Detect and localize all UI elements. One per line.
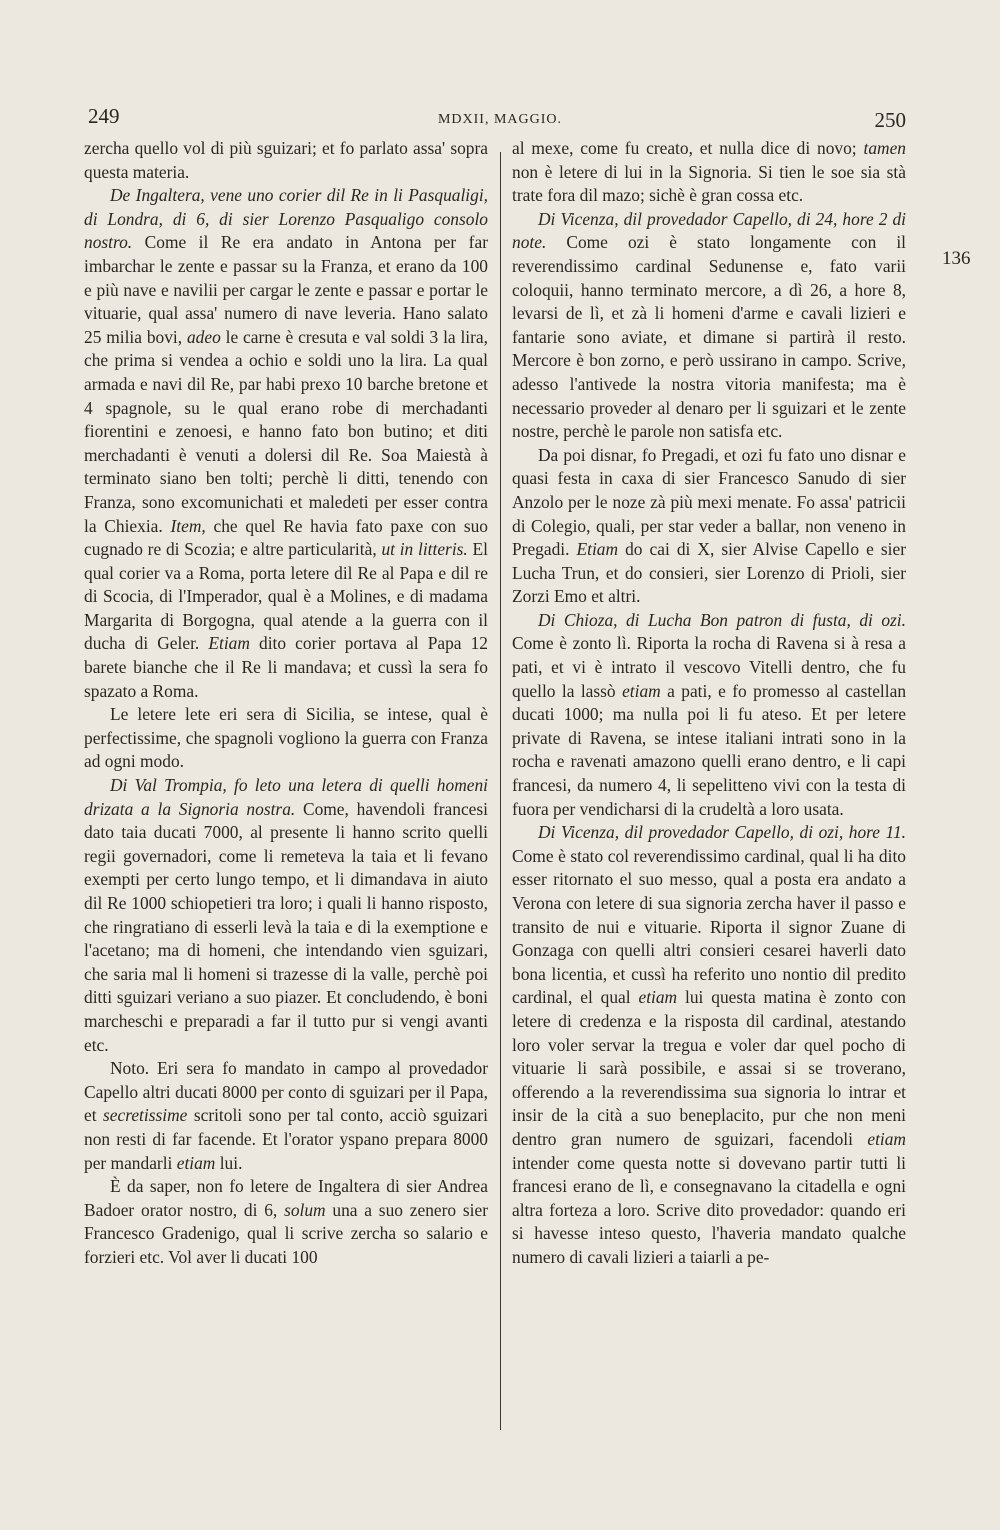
italic-text: etiam (638, 987, 678, 1008)
text-run: El qual corier va a Roma, porta letere dil Re al Papa e dil re di Scocia, di l'Imperador, qual è a Molines, e di madama Margarita di Borgogna, qual atende a la guerra con il ducha di Geler. (84, 539, 488, 654)
paragraph (84, 137, 488, 184)
text-run: Come è zonto lì. Riporta la rocha di Ravena si à resa a pati, et vi è intrato il vescovo Vitelli dentro, che fu quello la lassò (512, 633, 906, 701)
text-run: Come, havendoli francesi dato taia ducati 7000, al presente li hanno scrito quelli regii governadori, come li remeteva la taia et li fevano exempti per certo lungo tempo, et li dimandava in aiuto dil Re 1000 schiopetieri tra loro; i quali li hanno risposto, che ringratiano di esserli levà la taia e di la exemptione e l'acetano; ma di homeni, che intendando vien sguizari, che saria mal li homeni si trazesse di la valle, perchè poi ditti sguizari veriano a suo piazer. Et concludendo, è boni marcheschi e preparadi a far il tutto pur si vengi avanti etc. (84, 798, 488, 1055)
text-run: È da saper, non fo letere de Ingaltera di sier Andrea Badoer orator nostro, di 6, (84, 1176, 488, 1220)
paragraph (84, 703, 488, 774)
italic-text: Di Vicenza, dil provedador Capello, di 24, hore 2 di note. (512, 208, 906, 253)
text-run: Come il Re era andato in Antona per far imbarchar le zente e passar su la Franza, et erano da 100 e più nave e navilii per cargar le zente e passar e portar le vituarie, qual assa' numero di nave leveria. Hano salato 25 milia bovi, (84, 232, 488, 347)
italic-text: Etiam (208, 633, 250, 654)
paragraph (512, 821, 906, 1269)
italic-text: solum (284, 1199, 326, 1220)
page-number-left: 249 (88, 104, 120, 128)
italic-text: tamen (863, 138, 906, 158)
paragraph (512, 444, 906, 609)
text-run: Le letere lete eri sera di Sicilia, se intese, qual è perfectissime, che spagnoli vogliono la guerra con Franza ad ogni modo. (84, 704, 488, 772)
paragraph (84, 1175, 488, 1269)
margin-number: 136 (942, 248, 971, 269)
text-run: scritoli sono per tal conto, acciò sguizari non resti di far facende. Et l'orator yspano prepara 8000 per mandarli (84, 1105, 488, 1173)
right-column (512, 137, 906, 1270)
italic-text: ut in litteris. (381, 539, 468, 560)
text-run: Da poi disnar, fo Pregadi, et ozi fu fato uno disnar e quasi festa in caxa di sier Francesco Sanudo di sier Anzolo per le noze zà più mexi menate. Fo assa' patricii di Colegio, quali, per star veder a ballar, non veneno in Pregadi. (512, 444, 906, 560)
running-header: MDXII, MAGGIO. (437, 112, 563, 127)
paragraph (512, 609, 906, 821)
column-divider (500, 152, 501, 1430)
text-run: che quel Re havia fato paxe con suo cugnado re di Scozia; e altre particularità, (84, 515, 489, 560)
italic-text: Di Chioza, di Lucha Bon patron di fusta, di ozi. (538, 609, 906, 630)
text-run: Noto. Eri sera fo mandato in campo al provedador Capello altri ducati 8000 per conto di sguizari per il Papa, et (84, 1058, 488, 1126)
italic-text: Di Val Trompia, fo leto una letera di quelli homeni drizata a la Signoria nostra. (84, 775, 488, 819)
italic-text: Di Vicenza, dil provedador Capello, di ozi, hore 11. (538, 822, 906, 843)
paragraph (512, 208, 906, 444)
italic-text: etiam (176, 1152, 216, 1173)
text-run: intender come questa notte si dovevano partir tutti li francesi erano de lì, e consegnavano la citadella e ogni altra forteza a loro. Scrive dito provedador: quando eri si havesse inteso questo, l'haveria mandato qualche numero di cavali lizieri a taiarli a pe- (512, 1152, 906, 1267)
paragraph (84, 774, 488, 1057)
text-run: lui questa matina è zonto con letere di credenza e la risposta dil cardinal, atestando loro voler servar la tregua e voler dar quel pocho di vituarie li sarà possibile, e assai si se troverano, offerendo a la reverendissima sua signoria lo intrar et insir de la cità a suo beneplacito, pur che non meni dentro gran numero de sguizari, facendoli (512, 987, 906, 1149)
text-run: le carne è cresuta e val soldi 3 la lira, che prima si vendea a ochio e soldi uno la lira. La qual armada e navi dil Re, par habi prexo 10 barche bretone et 4 spagnole, su le qual erano robe di merchadanti fiorentini e zenoesi, e hanno fato bon butino; et diti merchadanti è venuti a dolersi dil Re. Soa Maiestà à terminato siano ben tolti; perchè li ditti, tenendo con Franza, sono excomunichati et maledeti per esser contra la Chiexia. (84, 326, 488, 536)
text-run: non è letere di lui in la Signoria. Si tien le soe sia stà trate fora dil mazo; sichè è gran cossa etc. (512, 161, 906, 206)
text-run: lui. (215, 1152, 243, 1173)
text-run: una a suo zenero sier Francesco Gradenigo, qual li scrive zercha so salario e forzieri etc. Vol aver li ducati 100 (84, 1199, 488, 1267)
text-run: do cai di X, sier Alvise Capello e sier Lucha Trun, et do consieri, sier Lorenzo di Prioli, sier Zorzi Emo et altri. (512, 539, 906, 607)
left-column (84, 137, 488, 1270)
text-run: zercha quello vol di più sguizari; et fo parlato assa' sopra questa materia. (84, 138, 488, 182)
text-run: Come è stato col reverendissimo cardinal, qual li ha dito esser ritornato el suo messo, qual a posta era andato a Verona con letere di sua signoria zercha haver il passo e transito de nui e vituarie. Riporta il signor Zuane di Gonzaga con quelli altri consieri cesarei haverli dato bona licentia, et cussì ha referito uno nontio dil predito cardinal, el qual (512, 845, 906, 1008)
page-number-right: 250 (874, 108, 906, 132)
paragraph (512, 137, 906, 208)
text-run: a pati, e fo promesso al castellan ducati 1000; ma nulla poi li fu ateso. Et per letere private di Ravena, se intese italiani intrati sono in la rocha e ravenati amazono quelli erano dentro, e li capi francesi, da numero 4, li sepelitteno vivi con la testa di fuora per vendicharsi di la crudeltà a loro usata. (512, 680, 907, 819)
paragraph (84, 1057, 488, 1175)
text-run: Come ozi è stato longamente con il reverendissimo cardinal Sedunense e, fato varii coloquii, hanno terminato mercore, a dì 26, a hore 8, levarsi de lì, et zà li homeni d'arme e cavali lizieri e fantarie sono aviate, et dimane si partirà il resto. Mercore è bon zorno, e però ussirano in campo. Scrive, adesso l'antivede la nostra vitoria manifesta; ma è necessario proveder al denaro per li sguizari et le zente nostre, perchè le parole non satisfa etc. (512, 232, 906, 442)
italic-text: etiam (622, 680, 661, 701)
italic-text: etiam (867, 1128, 906, 1149)
italic-text: De Ingaltera, vene uno corier dil Re in li Pasqualigi, di Londra, di 6, di sier Lorenzo Pasqualigo consolo nostro. (84, 185, 488, 253)
italic-text: secretissime (103, 1105, 188, 1126)
paragraph (84, 184, 488, 703)
italic-text: adeo (186, 326, 221, 347)
italic-text: Etiam (576, 539, 619, 560)
text-run: al mexe, come fu creato, et nulla dice di novo; (512, 138, 864, 158)
italic-text: Item, (170, 515, 206, 536)
text-run: dito corier portava al Papa 12 barete bianche che il Re li mandava; et cussì la sera fo spazato a Roma. (84, 633, 488, 701)
